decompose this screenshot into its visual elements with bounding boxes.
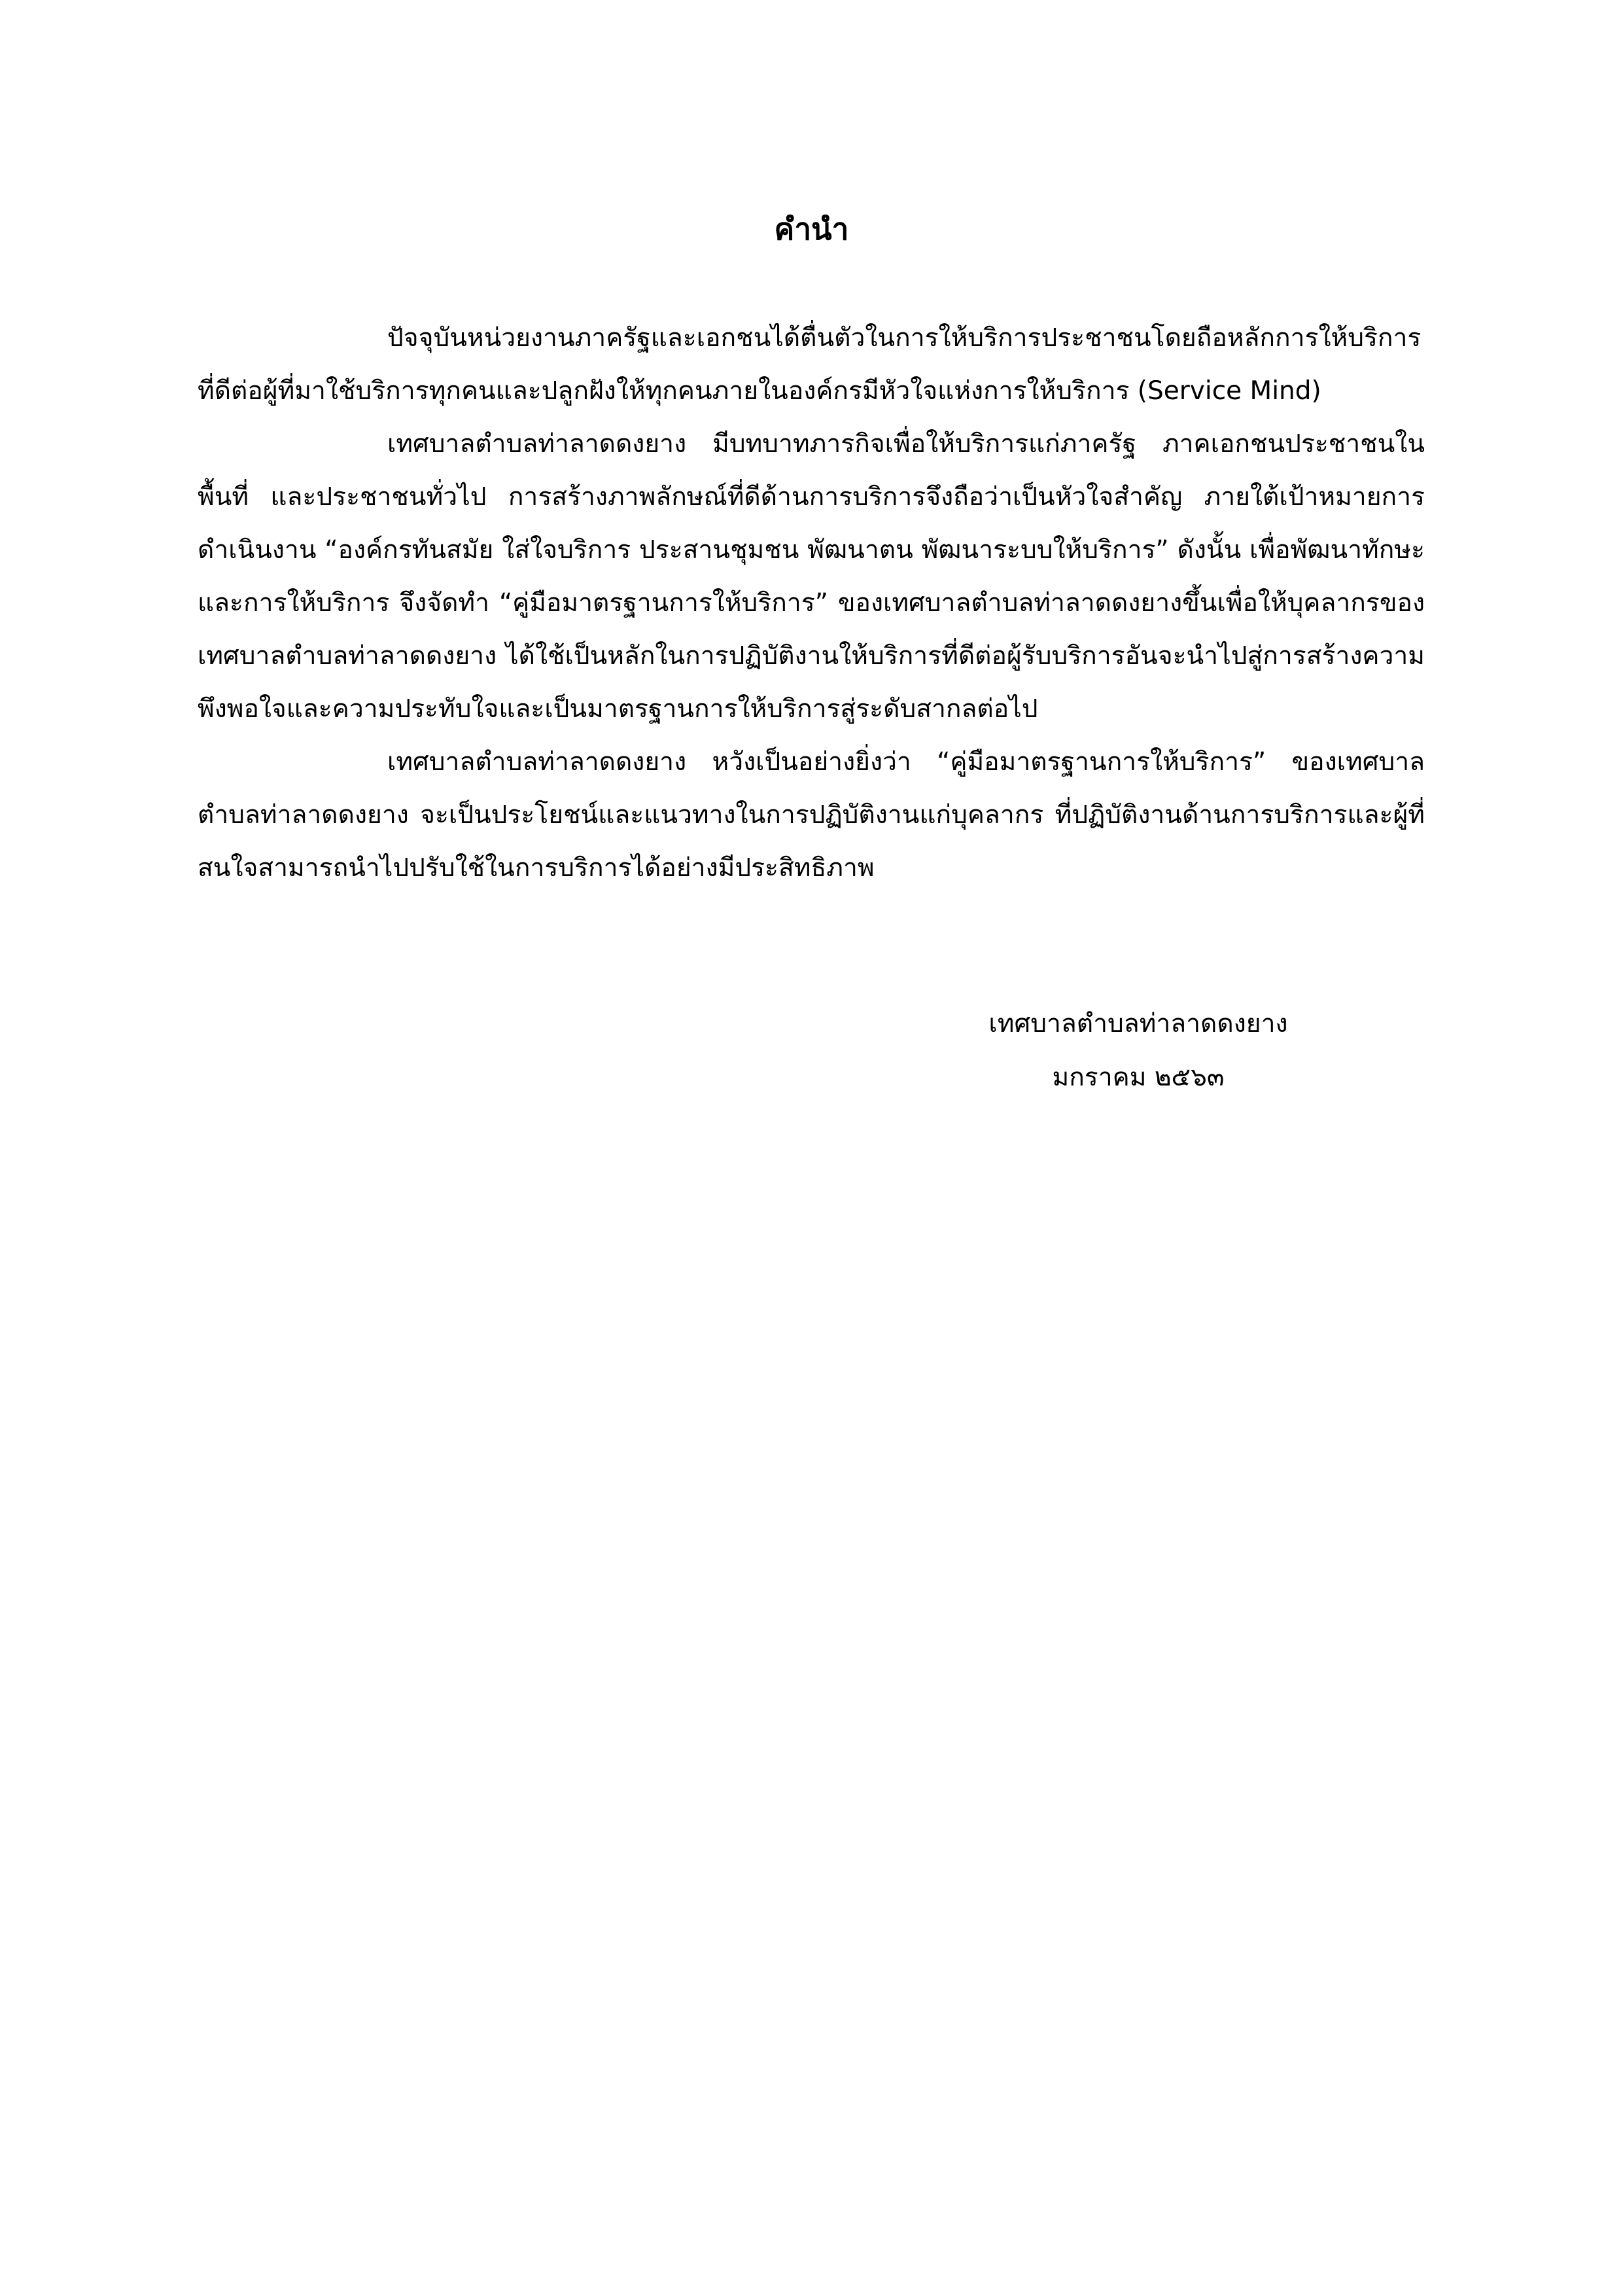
paragraph-intro: ปัจจุบันหน่วยงานภาครัฐและเอกชนได้ตื่นตัวในการให้บริการประชาชนโดยถือหลักการให้บริการที่ดีต่อผู้ที่มาใช้บริการทุกคนและปลูกฝังให้ทุกคนภายในองค์กรมีหัวใจแห่งการให้บริการ (Service Mind): [198, 323, 1422, 406]
paragraph-mission: เทศบาลตำบลท่าลาดดงยาง มีบทบาทภารกิจเพื่อให้บริการแก่ภาครัฐ ภาคเอกชนประชาชนในพื้นที่ และประชาชนทั่วไป การสร้างภาพลักษณ์ที่ดีด้านการบริการจึงถือว่าเป็นหัวใจสำคัญ ภายใต้เป้าหมายการดำเนินงาน “องค์กรทันสมัย ใส่ใจบริการ ประสานชุมชน พัฒนาตน พัฒนาระบบให้บริการ” ดังนั้น เพื่อพัฒนาทักษะและการให้บริการ จึงจัดทำ “คู่มือมาตรฐานการให้บริการ” ของเทศบาลตำบลท่าลาดดงยางขึ้นเพื่อให้บุคลากรของเทศบาลตำบลท่าลาดดงยาง ได้ใช้เป็นหลักในการปฏิบัติงานให้บริการที่ดีต่อผู้รับบริการอันจะนำไปสู่การสร้างความพึงพอใจและความประทับใจและเป็นมาตรฐานการให้บริการสู่ระดับสากลต่อไป: [198, 429, 1425, 724]
paragraph-closing: เทศบาลตำบลท่าลาดดงยาง หวังเป็นอย่างยิ่งว่า “คู่มือมาตรฐานการให้บริการ” ของเทศบาลตำบลท่าลาดดงยาง จะเป็นประโยชน์และแนวทางในการปฏิบัติงานแก่บุคลากร ที่ปฏิบัติงานด้านการบริการและผู้ที่สนใจสามารถนำไปปรับใช้ในการบริการได้อย่างมีประสิทธิภาพ: [198, 747, 1425, 883]
document-body: [198, 311, 1425, 894]
signature-date: มกราคม ๒๕๖๓: [1052, 1063, 1225, 1092]
signature-organization: เทศบาลตำบลท่าลาดดงยาง: [988, 1009, 1288, 1038]
page-title: คำนำ: [774, 211, 849, 247]
signature-block: [955, 997, 1321, 1104]
